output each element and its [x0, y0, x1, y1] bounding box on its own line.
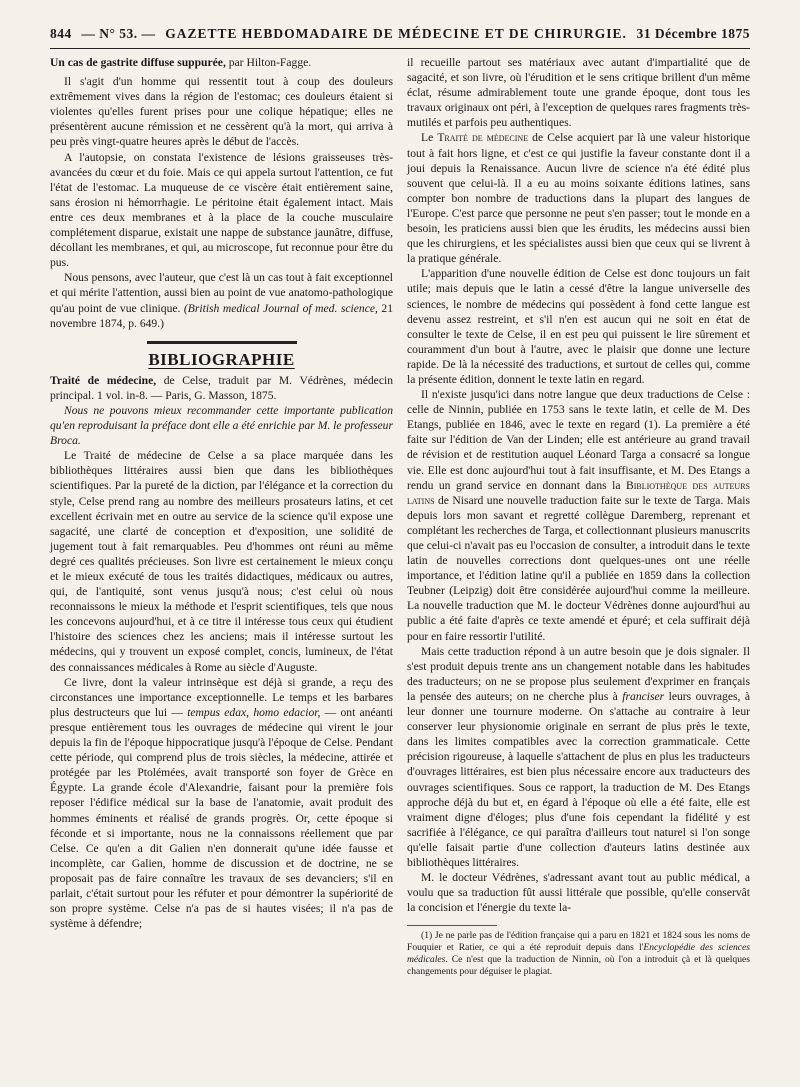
case-heading-author: par Hilton-Fagge. [225, 56, 312, 69]
paragraph: il recueille partout ses matériaux avec autant d'impartialité que de sagacité, et son livre, où l'érudition et le sens critique brillent d'un même éclat, résume admirablement toute une grande époque, dont tous les travaux originaux ont péri, à l'exception de quelques rares fragments très-mutilés et parfois peu authentiques. [407, 56, 750, 130]
section-divider [147, 341, 297, 344]
footnote-italic: Encyclopédie des sciences médicales [407, 942, 751, 966]
page-number: 844 [50, 26, 72, 41]
two-column-body [50, 55, 750, 978]
paragraph: Il n'existe jusqu'ici dans notre langue que deux traductions de Celse : celle de Ninnin, publiée en 1753 sans le texte latin, et celle de M. Des Etangs, publiée en 1846, avec le texte en regard (1). La première a été faite sur l'édition de Van der Linden; elle est antérieure au grand travail de révision et de restitution auquel Léonard Targa a consacré sa longue vie. Elle est donc aujourd'hui tout à fait insuffisante, et M. Des Etangs a rendu un grand service en donnant dans la Bibliothèque des auteurs latins de Nisard une nouvelle traduction faite sur le texte de Targa. Mais depuis lors mon savant et regretté collègue Daremberg, reprenant et complétant les recherches de Targa, et collectionnant plusieurs manuscrits que celui-ci n'avait pas eu l'occasion de consulter, a introduit dans le texte latin de nouvelles corrections dont quelques-unes ont une réelle importance, et l'édition latine qu'il a publiée en 1859 dans la collection Teubner (Leipzig) doit être considérée aujourd'hui comme la meilleure. La nouvelle traduction que M. le docteur Védrènes donne aujourd'hui au public a été faite d'après ce texte amendé et épuré; et cela suffirait déjà pour en faire ressortir l'utilité. [407, 388, 750, 643]
paragraph: A l'autopsie, on constata l'existence de lésions graisseuses très-avancées du cœur et du foie. Mais ce qui appela surtout l'attention, ce fut l'état de l'estomac. La muqueuse de ce viscère était entièrement saine, sans érosion ni hémorrhagie. Le péritoine était également intact. Mais entre ces deux membranes et à la place de la couche musculaire complétement disparue, existait une nappe de substance jaunâtre, diffuse, décollant les membranes, et qui, au microscope, fut reconnue pour être du pus. [50, 150, 393, 270]
book-entry [50, 373, 393, 403]
paragraph: Mais cette traduction répond à un autre besoin que je dois signaler. Il s'est produit depuis trente ans un changement notable dans les habitudes des traducteurs; on ne se propose plus seulement d'exprimer en français la pensée des auteurs; on ne cherche plus à franciser leurs ouvrages, à leur donner une tournure moderne. On s'attache au contraire à leur conserver leur physionomie originale en serrant de plus près le texte, dans les limites compatibles avec la correction grammaticale. Cette précision rigoureuse, à laquelle s'attachent de plus en plus les traducteurs d'ouvrages littéraires, est bien plus nécessaire encore aux traducteurs des ouvrages scientifiques. Sous ce rapport, la traduction de M. Des Etangs approche déjà du but et, en égard à l'époque où elle a été faite, elle est vraiment digne d'éloges; plus d'une fois cependant la fidélité y est sacrifiée à l'élégance, ce qui paraîtra d'ailleurs tout naturel si l'on songe qu'elle faisait partie d'une collection d'auteurs latins destinée aux bibliothèques littéraires. [407, 644, 750, 869]
paragraph: Ce livre, dont la valeur intrinsèque est déjà si grande, a reçu des circonstances une importance exceptionnelle. Le temps et les barbares plus destructeurs que lui — tempus edax, homo edacior, — ont anéanti presque entièrement tous les ouvrages de médecine qui virent le jour depuis la fin de l'époque hippocratique jusqu'à l'époque de Celse. Pendant cette période, qui comprend plus de trois siècles, la médecine, attirée et protégée par les Ptolémées, avait transporté son foyer de Grèce en Égypte. La grande école d'Alexandrie, faisant pour la première fois reposer l'édifice médical sur la base de l'anatomie, avait produit des hommes éminents et réalisé de grands progrès. Or, cette époque si féconde et si importante, nous ne la connaissons réellement que par Celse. Ce qu'en a dit Galien n'en donnerait qu'une idée fausse et incomplète, car Galien, homme de discussion et de doctrine, ne se proposait pas de faire connaître les travaux de ses devanciers; s'il en parlait, c'était surtout pour les réfuter et pour démontrer la supériorité de son propre système. Celse n'a pas de si hautes visées; il n'a pas de système à défendre; [50, 675, 394, 931]
paragraph: Il s'agit d'un homme qui ressentit tout à coup des douleurs extrêmement vives dans la région de l'estomac; ces douleurs étaient si violentes qu'elles furent prises pour une colique hépatique; elles ne présentèrent aucune rémission et ne cessèrent qu'à la mort, qui arriva à peu près vingt-quatre heures après le début de l'accès. [50, 75, 393, 149]
left-column [50, 55, 393, 978]
citation: (British medical Journal of med. science, [183, 301, 378, 315]
section-title: BIBLIOGRAPHIE [148, 349, 295, 369]
journal-title: GAZETTE HEBDOMADAIRE DE MÉDECINE ET DE CHIRURGIE. [165, 26, 627, 41]
editor-note: Nous ne pouvons mieux recommander cette importante publication qu'en reproduisant la préface dont elle a été enrichie par M. le professeur Broca. [50, 403, 393, 448]
paragraph: L'apparition d'une nouvelle édition de Celse est donc toujours un fait utile; mais depuis que le latin a cessé d'être la langue universelle des sciences, le nombre de médecins qui possèdent à fond cette langue est devenu assez restreint, et s'il n'en est aucun qui ne soit en état de consulter le texte de Celse, il en est peu qui puissent le lire sûrement et couramment d'un bout à l'autre, avec le plaisir que donne une lecture rapide. De là la nécessité des traductions, et surtout de celles qui, comme la présente édition, donnent le texte latin en regard. [407, 267, 750, 386]
footnote: (1) Je ne parle pas de l'édition française qui a paru en 1821 et 1824 sous les noms de Fouquier et Ratier, ce qui a été reproduit depuis dans l'Encyclopédie des sciences médicales. Ce n'est que la traduction de Ninnin, où l'on a introduit çà et là quelques changements pour déguiser le plagiat. [407, 930, 751, 978]
italic-word: franciser [622, 689, 665, 703]
case-report-heading [50, 55, 393, 70]
page-header [50, 18, 750, 49]
footnote-divider [407, 925, 497, 926]
paragraph: M. le docteur Védrènes, s'adressant avant tout au public médical, a voulu que sa traduction fût aussi littérale que possible, qu'elle conservât la concision et l'énergie du texte la- [407, 871, 750, 915]
paragraph: Nous pensons, avec l'auteur, que c'est là un cas tout à fait exceptionnel et qui mérite l'attention, aussi bien au point de vue anatomo-pathologique qu'au point de vue clinique. (British medical Journal of med. science, 21 novembre 1874, p. 649.) [50, 271, 393, 330]
paragraph: Le Traité de médecine de Celse a sa place marquée dans les bibliothèques littéraires aussi bien que dans les bibliothèques scientifiques. Par la pureté de la diction, par l'élégance et la correction du style, Celse prend rang au nombre des meilleurs prosateurs latins, et cet excellent écrivain met en outre au service de la science qu'il expose une sagacité, une clarté de conception et d'exposition, une solidité de jugement tout à fait remarquables. Peu d'hommes ont réuni au même degré ces qualités précieuses. Son livre est certainement le mieux conçu et le mieux exécuté de tous les traités didactiques, médicaux ou autres, qui, de l'antiquité, sont venus jusqu'à nous; c'est celui où nous reconnaissons le mieux la méthode et l'esprit scientifiques, tels que nous les concevons aujourd'hui, et à ce titre il intéresse tous ceux qui étudient l'histoire des sciences chez les anciens; mais il intéresse surtout les médecins, qui y trouvent un exposé complet, concis, lumineux, de l'état des connaissances médicales à Rome au siècle d'Auguste. [50, 449, 393, 674]
book-details: de Celse, traduit par M. Védrènes, médecin principal. 1 vol. in-8. — Paris, G. Masson, 1875. [50, 373, 393, 402]
paragraph: Le Traité de médecine de Celse acquiert par là une valeur historique tout à fait hors ligne, et c'est ce qui justifie la faveur constante dont il a joui depuis la Renaissance. Aucun livre de science n'a été édité plus souvent que celui-là. Il a eu au moins soixante éditions latines, sans compter bon nombre de traductions dans la plupart des langues de l'Europe. C'est parce que personne ne peut s'en passer; tout le monde en a besoin, les praticiens aussi bien que les érudits, les médecins aussi bien que les chirurgiens, et les spécialistes aussi bien que ceux qui se livrent à la pratique générale. [407, 131, 750, 266]
latin-quote: tempus edax, homo edacior, [182, 705, 321, 719]
issue-date: 31 Décembre 1875 [636, 26, 750, 41]
book-title: Traité de médecine, [50, 373, 157, 387]
right-column [407, 55, 750, 978]
case-heading-title: Un cas de gastrite diffuse suppurée, [50, 56, 226, 69]
collection-title-inline: Bibliothèque des auteurs latins [407, 478, 750, 507]
issue-number: — N° 53. — [81, 26, 156, 41]
book-title-inline: Traité de médecine [437, 131, 529, 145]
